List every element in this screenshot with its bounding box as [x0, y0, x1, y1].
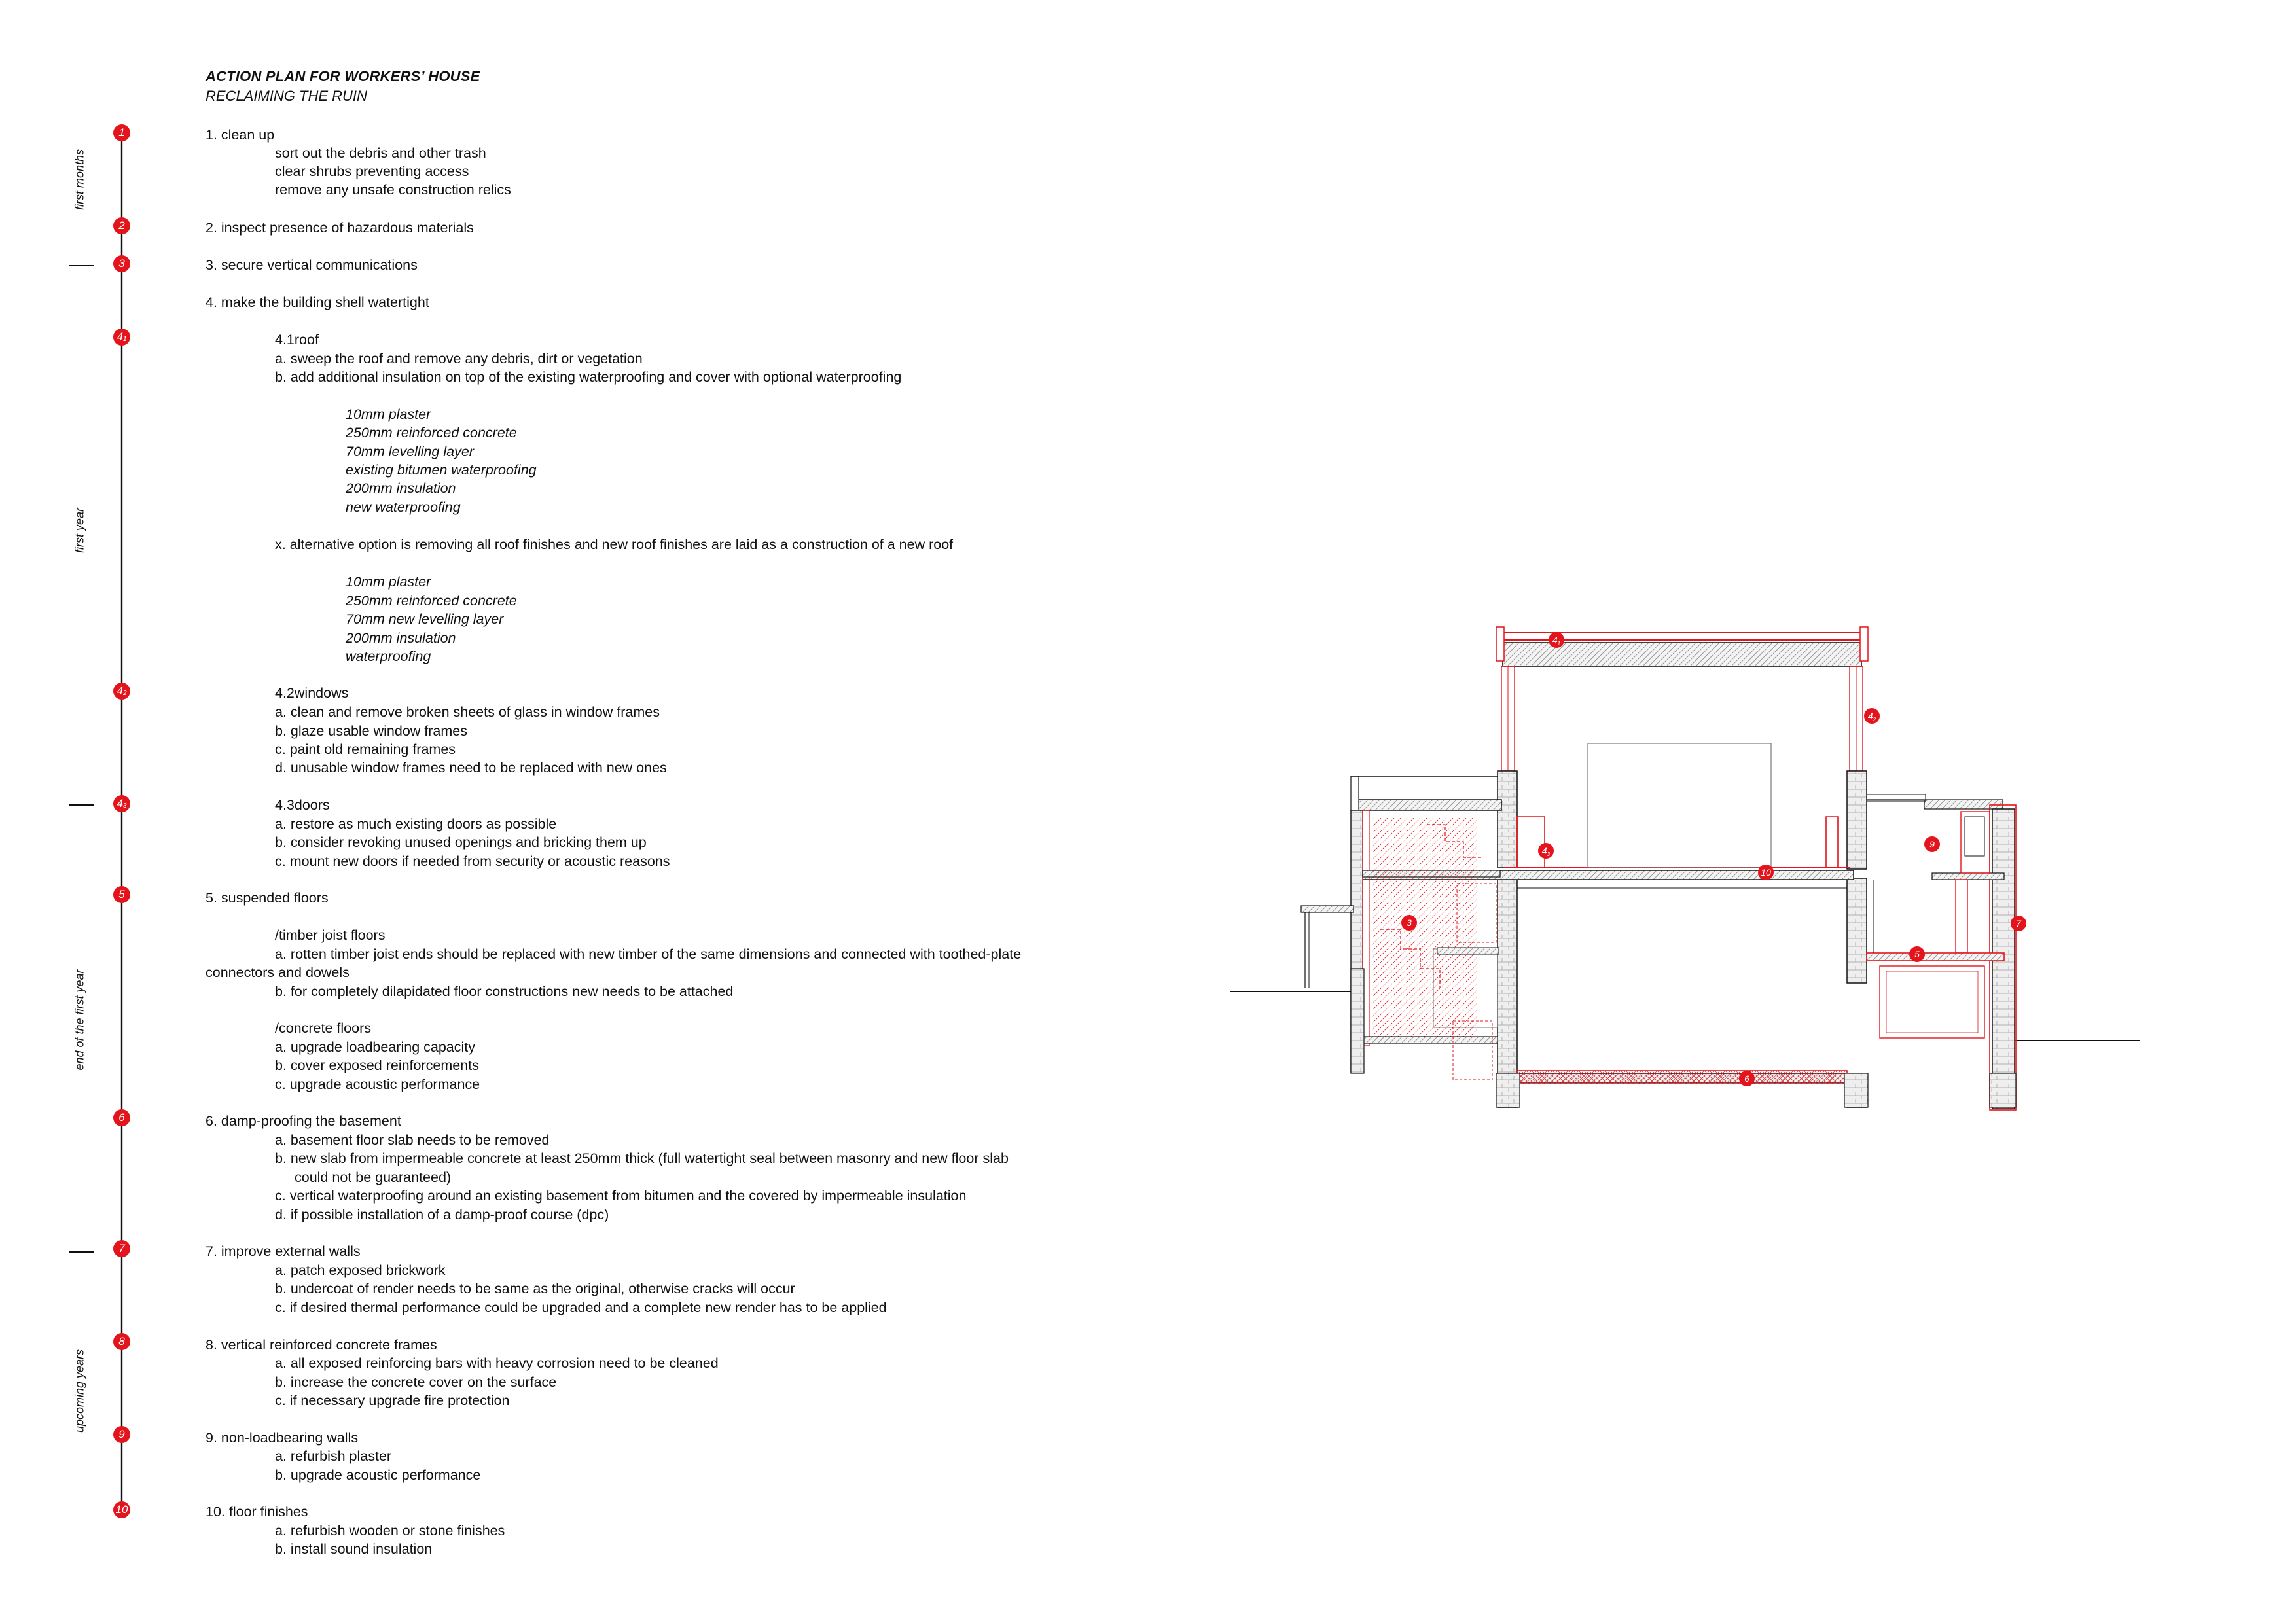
section-tag	[1924, 836, 1940, 852]
basement-slab-new	[1517, 1071, 1847, 1084]
section-tags	[1401, 632, 2026, 1086]
marker-number: 10	[115, 1503, 128, 1516]
period-label-upcoming-years: upcoming years	[73, 1349, 86, 1433]
section-tag-label: 9	[1929, 839, 1935, 849]
layer-spec-line: waterproofing	[346, 649, 431, 664]
landing	[1437, 948, 1499, 954]
marker-subscript: 3	[122, 802, 127, 810]
plan-substep: b. for completely dilapidated floor constructions new needs to be attached	[275, 984, 734, 999]
plan-substep: c. paint old remaining frames	[275, 741, 456, 757]
plan-step: 4. make the building shell watertight	[206, 294, 429, 310]
annex-parapet	[1351, 776, 1359, 810]
marker-number: 1	[118, 126, 125, 139]
plan-substep: a. restore as much existing doors as possible	[275, 816, 557, 832]
plan-substep: d. unusable window frames need to be replaced with new ones	[275, 760, 667, 776]
marker-number: 7	[118, 1242, 125, 1255]
plan-substep: a. all exposed reinforcing bars with heavy corrosion need to be cleaned	[275, 1355, 719, 1371]
plan-substep: 4.3doors	[275, 797, 330, 813]
plan-substep: c. upgrade acoustic performance	[275, 1077, 480, 1092]
plan-substep: b. cover exposed reinforcements	[275, 1058, 479, 1073]
plan-step: 1. clean up	[206, 127, 275, 143]
plan-substep: 4.1roof	[275, 332, 319, 348]
plan-step: 5. suspended floors	[206, 890, 329, 906]
plan-substep: a. basement floor slab needs to be removed	[275, 1132, 550, 1148]
annex-lower-floor	[1363, 1037, 1498, 1043]
plan-substep: b. consider revoking unused openings and bricking them up	[275, 834, 647, 850]
layer-spec-line: existing bitumen waterproofing	[346, 462, 537, 478]
wall-right-lower	[1847, 878, 1867, 983]
plan-substep: clear shrubs preventing access	[275, 164, 469, 179]
layer-spec-line: 200mm insulation	[346, 630, 456, 646]
section-tag	[1758, 865, 1774, 880]
plan-substep: a. sweep the roof and remove any debris, dirt or vegetation	[275, 351, 643, 366]
right-annex-window	[1961, 812, 1990, 873]
plan-substep: a. patch exposed brickwork	[275, 1262, 446, 1278]
section-tag-label: 7	[2016, 918, 2021, 929]
marker-number: 5	[118, 888, 125, 901]
plan-step: 6. damp-proofing the basement	[206, 1113, 401, 1129]
wall-left-upper	[1498, 771, 1517, 868]
marker-subscript: 1	[122, 336, 127, 343]
plan-substep: a. refurbish wooden or stone finishes	[275, 1523, 505, 1539]
section-tag-label: 3	[1407, 918, 1412, 928]
plan-substep: /timber joist floors	[275, 927, 386, 943]
right-annex-step	[1867, 953, 2004, 961]
marker-number: 6	[118, 1111, 125, 1124]
roof-parapet-right	[1860, 627, 1868, 661]
section-tag	[1549, 632, 1564, 648]
period-label-end-first-year: end of the first year	[73, 969, 86, 1071]
right-annex-floor	[1932, 873, 2004, 880]
plan-step: 10. floor finishes	[206, 1504, 308, 1520]
plan-substep: remove any unsafe construction relics	[275, 182, 511, 198]
section-tag-label: $4_3$	[1541, 846, 1551, 857]
marker-number: 3	[118, 257, 125, 270]
section-tag-label: 6	[1744, 1073, 1749, 1084]
right-annex-roof	[1924, 800, 2003, 809]
plan-substep: c. if necessary upgrade fire protection	[275, 1393, 510, 1408]
marker-number: 9	[118, 1428, 125, 1440]
plan-substep: b. install sound insulation	[275, 1541, 433, 1557]
plan-step: 8. vertical reinforced concrete frames	[206, 1337, 437, 1353]
section-tag	[1538, 843, 1554, 859]
section-tag	[1864, 708, 1880, 724]
section-tag-label: 10	[1761, 867, 1771, 878]
marker-number: 8	[118, 1335, 125, 1347]
plinth-right	[1844, 1073, 1868, 1107]
plinth-left	[1496, 1073, 1520, 1107]
entrance-canopy	[1301, 906, 1354, 912]
plan-substep: b. upgrade acoustic performance	[275, 1467, 481, 1483]
section-tag-label: 5	[1914, 949, 1920, 959]
right-annex-pillar	[1956, 880, 1967, 953]
layer-spec-line: 10mm plaster	[346, 574, 431, 590]
period-label-first-year: first year	[73, 508, 86, 554]
plan-substep: d. if possible installation of a damp-proof course (dpc)	[275, 1207, 609, 1222]
marker-number: 4	[117, 797, 123, 810]
layer-spec-line: 200mm insulation	[346, 480, 456, 496]
layer-spec-line: 70mm levelling layer	[346, 444, 474, 459]
section-tag	[1909, 946, 1925, 962]
plan-substep: b. add additional insulation on top of the existing waterproofing and cover with optional waterproofing	[275, 369, 902, 385]
plan-substep: b. glaze usable window frames	[275, 723, 467, 739]
plan-step: 2. inspect presence of hazardous materials	[206, 220, 474, 236]
plan-substep: b. undercoat of render needs to be same as the original, otherwise cracks will occur	[275, 1281, 795, 1296]
section-tag-label: $4_1$	[1552, 635, 1561, 647]
layer-spec-line: 250mm reinforced concrete	[346, 425, 517, 440]
marker-number: 4	[117, 330, 123, 343]
plan-step: 3. secure vertical communications	[206, 257, 418, 273]
section-tag	[2011, 916, 2026, 931]
plan-substep: c. vertical waterproofing around an existing basement from bitumen and the covered by impermeable insulation	[275, 1188, 967, 1204]
plan-substep: b. increase the concrete cover on the surface	[275, 1374, 557, 1390]
plan-title: ACTION PLAN FOR WORKERS’ HOUSE	[206, 68, 480, 84]
layer-spec-line: 70mm new levelling layer	[346, 611, 504, 627]
right-annex-window-inner	[1965, 817, 1984, 856]
plan-step: connectors and dowels	[206, 965, 350, 980]
plan-substep: 4.2windows	[275, 685, 349, 701]
layer-spec-line: 250mm reinforced concrete	[346, 593, 517, 609]
roof-parapet-left	[1496, 627, 1504, 661]
marker-number: 2	[118, 219, 125, 232]
right-annex-cellar	[1880, 966, 1984, 1038]
layer-spec-line: 10mm plaster	[346, 406, 431, 422]
plan-substep: a. rotten timber joist ends should be replaced with new timber of the same dimensions and connected with toothed-plate	[275, 946, 1022, 962]
interior-partition	[1588, 743, 1771, 868]
plan-substep: /concrete floors	[275, 1020, 371, 1036]
plan-substep: sort out the debris and other trash	[275, 145, 486, 161]
wall-right-upper	[1847, 771, 1867, 869]
plan-substep: b. new slab from impermeable concrete at least 250mm thick (full watertight seal between masonry and new floor slab	[275, 1150, 1009, 1166]
marker-subscript: 2	[122, 690, 127, 697]
annex-roof	[1357, 800, 1501, 810]
plan-substep: c. mount new doors if needed from security or acoustic reasons	[275, 853, 670, 869]
section-tag	[1401, 915, 1417, 931]
plinth-annex	[1990, 1073, 2016, 1107]
plan-substep: could not be guaranteed)	[295, 1169, 452, 1185]
marker-number: 4	[117, 685, 123, 697]
plan-step: 9. non-loadbearing walls	[206, 1430, 359, 1446]
door-right	[1826, 817, 1838, 868]
layer-spec-line: new waterproofing	[346, 499, 461, 515]
period-label-first-months: first months	[73, 149, 86, 211]
right-annex-cellar-inner	[1886, 971, 1978, 1033]
plan-substep: a. refurbish plaster	[275, 1448, 392, 1464]
section-tag-label: $4_2$	[1867, 711, 1876, 722]
section-tag	[1739, 1071, 1755, 1086]
entrance-base	[1351, 969, 1364, 1073]
plan-substep: c. if desired thermal performance could be upgraded and a complete new render has to be applied	[275, 1300, 887, 1315]
plan-substep: a. clean and remove broken sheets of glass in window frames	[275, 704, 660, 720]
plan-substep: x. alternative option is removing all roof finishes and new roof finishes are laid as a construction of a new roof	[275, 537, 954, 552]
plan-subtitle: RECLAIMING THE RUIN	[206, 88, 367, 104]
plan-step: 7. improve external walls	[206, 1243, 361, 1259]
plan-substep: a. upgrade loadbearing capacity	[275, 1039, 475, 1055]
door-left	[1517, 817, 1545, 868]
